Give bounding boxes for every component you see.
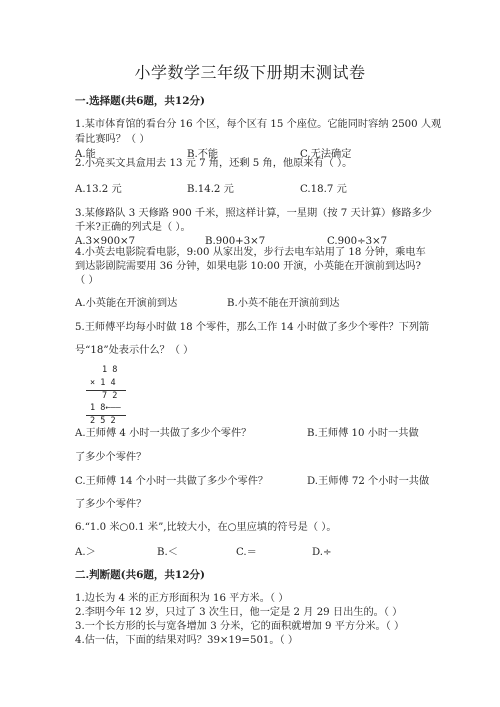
calc-row-partial-2: 1 8←—— — [90, 403, 121, 413]
q6-option-a: A.＞ — [75, 547, 96, 558]
q3-text-line1: 3.某修路队 3 天修路 900 千米，照这样计算，一星期（按 7 天计算）修路多少 — [75, 208, 432, 219]
q1-option-a: A.能 — [75, 149, 96, 160]
q5-option-b-line1: B.王师傅 10 小时一共做 — [307, 428, 419, 439]
q5-text-line1: 5.王师傅平均每小时做 18 个零件，那么工作 14 小时做了多少个零件？下列箭 — [75, 322, 430, 333]
q4-option-b: B.小英不能在开演前到达 — [227, 298, 340, 309]
q3-option-a: A.3×900×7 — [75, 236, 136, 247]
q1-text-line1: 1.某市体育馆的看台分 16 个区，每个区有 15 个座位。它能同时容纳 2500 人观 — [75, 119, 442, 130]
calc-row-multiplicand: 1 8 — [102, 365, 118, 375]
q3-option-c: C.900÷3×7 — [327, 236, 388, 247]
q4-text-line2: 到达影剧院需要用 36 分钟，如果电影 10:00 开演，小英能在开演前到达吗? — [75, 261, 421, 272]
q4-option-a: A.小英能在开演前到达 — [75, 298, 178, 309]
q2-option-b: B.14.2 元 — [187, 184, 234, 195]
q5-option-d-line1: D.王师傅 72 个小时一共做 — [307, 476, 430, 487]
calc-row-multiplier: × 1 4 — [90, 378, 116, 388]
judge-item-2: 2.李明今年 12 岁，只过了 3 次生日，他一定是 2 月 29 日出生的。（ ） — [75, 607, 403, 618]
judge-item-1: 1.边长为 4 米的正方形面积为 16 平方米。（ ） — [75, 593, 289, 604]
q3-text-line2: 千米?正确的列式是（ ）。 — [75, 222, 191, 233]
section-heading-choice: 一.选择题(共6题，共12分) — [75, 95, 206, 107]
page-title: 小学数学三年级下册期末测试卷 — [134, 63, 366, 82]
calc-row-product: 2 5 2 — [90, 416, 116, 426]
calc-row-partial-1: 7 2 — [102, 391, 118, 401]
judge-item-3: 3.一个长方形的长与宽各增加 3 分米，它的面积就增加 9 平方分米。（ ） — [75, 621, 405, 632]
q5-option-a: A.王师傅 4 小时一共做了多少个零件？ — [75, 428, 252, 439]
q3-option-b: B.900+3×7 — [205, 236, 266, 247]
q5-option-c: C.王师傅 14 个小时一共做了多少个零件？ — [75, 476, 269, 487]
q2-option-c: C.18.7 元 — [300, 184, 347, 195]
q6-option-d: D.÷ — [312, 547, 332, 558]
q6-option-c: C.＝ — [236, 547, 257, 558]
q5-text-line2: 号“18”处表示什么？（ ） — [75, 345, 194, 356]
judge-item-4: 4.估一估，下面的结果对吗？39×19=501。（ ） — [75, 635, 299, 646]
q4-text-line3: （ ） — [75, 275, 99, 286]
q2-text: 2.小亮买文具盒用去 13 元 7 角，还剩 5 角，他原来有（ ）。 — [75, 158, 353, 169]
section-heading-judgement: 二.判断题(共6题，共12分) — [75, 569, 206, 581]
q6-text: 6.“1.0 米○0.1 米”,比较大小，在○里应填的符号是（ ）。 — [75, 522, 337, 533]
q1-text-line2: 看比赛吗？（ ） — [75, 134, 150, 145]
q1-option-c: C.无法确定 — [300, 149, 352, 160]
q1-option-b: B.不能 — [187, 149, 219, 160]
q4-text-line1: 4.小英去电影院看电影，9:00 从家出发，步行去电车站用了 18 分钟，乘电车 — [75, 247, 426, 258]
q2-option-a: A.13.2 元 — [75, 184, 122, 195]
q5-option-b-line2: 了多少个零件？ — [75, 452, 147, 463]
q5-option-d-line2: 了多少个零件？ — [75, 499, 147, 510]
q6-option-b: B.＜ — [157, 547, 178, 558]
